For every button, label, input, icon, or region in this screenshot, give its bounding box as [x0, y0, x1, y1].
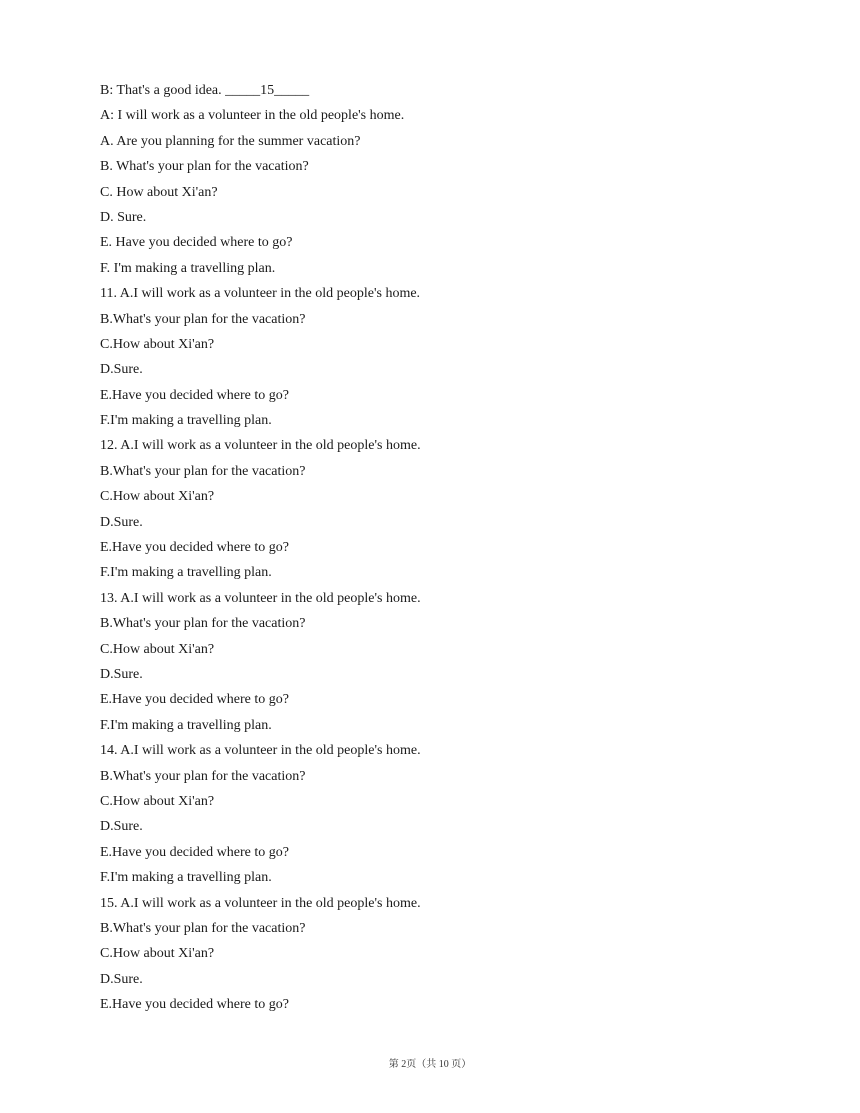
option-line: D.Sure. [100, 514, 143, 530]
document-body [100, 78, 780, 1017]
option-line: A. Are you planning for the summer vacation? [100, 133, 361, 149]
dialogue-line: A: I will work as a volunteer in the old people's home. [100, 108, 405, 124]
option-line: C. How about Xi'an? [100, 184, 218, 200]
option-line: C.How about Xi'an? [100, 641, 215, 657]
option-line: B.What's your plan for the vacation? [100, 920, 306, 936]
question-12-line: 12. A.I will work as a volunteer in the old people's home. [100, 438, 421, 454]
question-15-line: 15. A.I will work as a volunteer in the old people's home. [100, 895, 421, 911]
question-11-line: 11. A.I will work as a volunteer in the old people's home. [100, 286, 421, 302]
option-line: B.What's your plan for the vacation? [100, 311, 306, 327]
question-14-line: 14. A.I will work as a volunteer in the old people's home. [100, 743, 421, 759]
option-line: F.I'm making a travelling plan. [100, 717, 272, 733]
option-line: D.Sure. [100, 666, 143, 682]
question-13-line: 13. A.I will work as a volunteer in the old people's home. [100, 590, 421, 606]
option-line: D.Sure. [100, 362, 143, 378]
option-line: B.What's your plan for the vacation? [100, 768, 306, 784]
option-line: E.Have you decided where to go? [100, 692, 289, 708]
option-line: C.How about Xi'an? [100, 946, 215, 962]
option-line: F. I'm making a travelling plan. [100, 260, 276, 276]
option-line: E.Have you decided where to go? [100, 997, 289, 1013]
option-line: C.How about Xi'an? [100, 336, 215, 352]
option-line: D.Sure. [100, 819, 143, 835]
option-line: F.I'm making a travelling plan. [100, 870, 272, 886]
dialogue-line: B: That's a good idea. _____15_____ [100, 83, 310, 98]
option-line: B.What's your plan for the vacation? [100, 616, 306, 632]
option-line: B.What's your plan for the vacation? [100, 463, 306, 479]
option-line: B. What's your plan for the vacation? [100, 159, 309, 175]
option-line: E.Have you decided where to go? [100, 540, 289, 556]
option-line: E.Have you decided where to go? [100, 387, 289, 403]
option-line: F.I'm making a travelling plan. [100, 565, 272, 581]
option-line: D.Sure. [100, 971, 143, 987]
option-line: C.How about Xi'an? [100, 489, 215, 505]
option-line: F.I'm making a travelling plan. [100, 413, 272, 429]
page-number-footer: 第 2页（共 10 页） [388, 1059, 472, 1070]
option-line: C.How about Xi'an? [100, 793, 215, 809]
option-line: E. Have you decided where to go? [100, 235, 293, 251]
option-line: E.Have you decided where to go? [100, 844, 289, 860]
option-line: D. Sure. [100, 209, 147, 225]
